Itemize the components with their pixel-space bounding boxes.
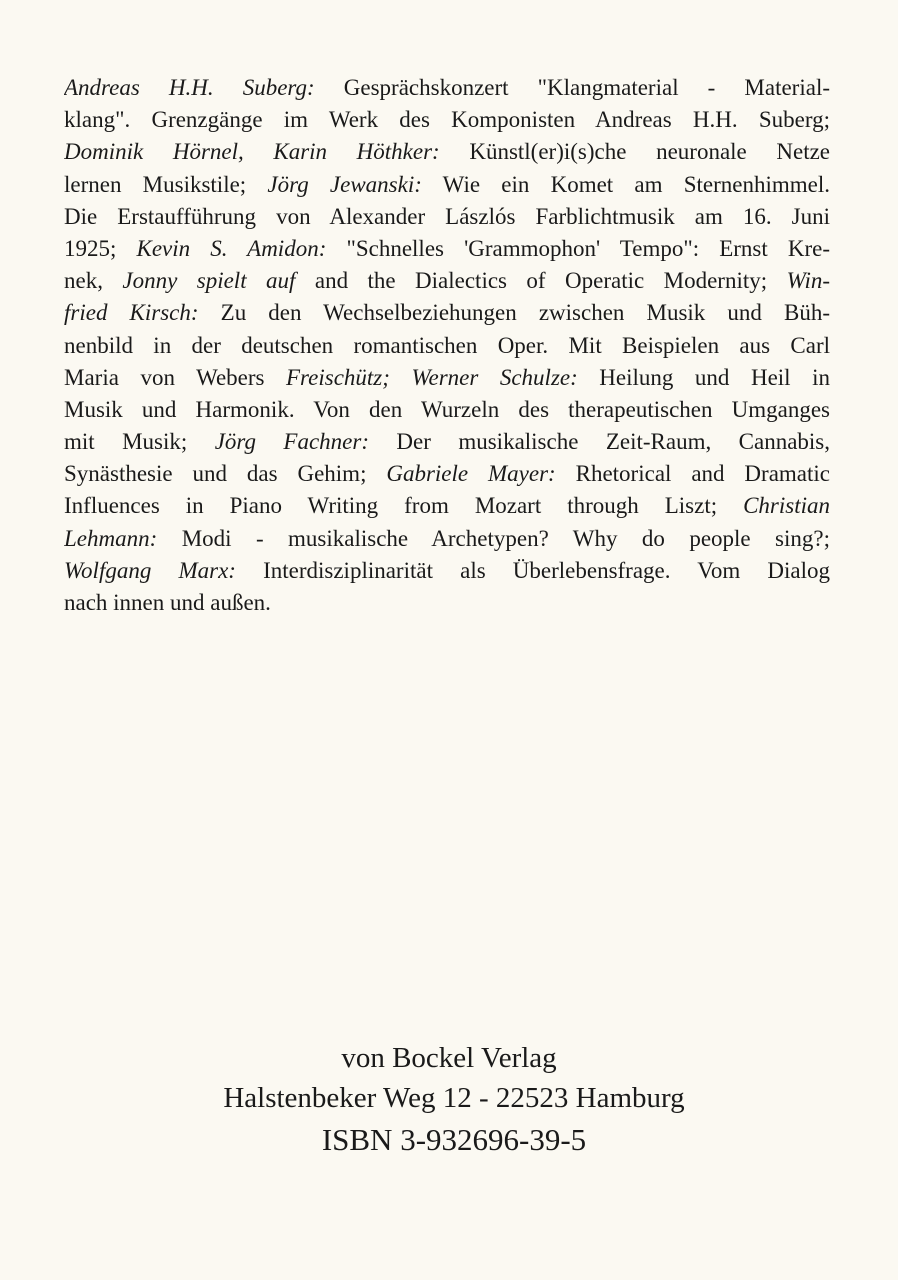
contents-author-or-title: Christian [743, 493, 830, 519]
contents-line [64, 555, 830, 587]
contents-author-or-title: fried Kirsch: [64, 300, 199, 326]
isbn-number: ISBN 3-932696-39-5 [321, 1122, 587, 1157]
contents-line [64, 523, 830, 555]
contents-text: Synästhesie und das Gehim; [64, 461, 387, 487]
contents-line [64, 587, 830, 619]
contents-line [64, 362, 830, 394]
contents-text: lernen Musikstile; [64, 171, 268, 197]
contents-author-or-title: Jonny spielt auf [122, 268, 296, 294]
contents-line [64, 330, 830, 362]
contents-text: Wie ein Komet am Sternenhimmel. [421, 171, 830, 197]
contents-text: Heilung und Heil in [577, 364, 830, 390]
publisher-address: Halstenbeker Weg 12 - 22523 Hamburg [223, 1082, 685, 1114]
contents-text: Der musikalische Zeit-Raum, Cannabis, [369, 429, 830, 455]
contents-text: mit Musik; [64, 429, 215, 455]
contents-author-or-title: Dominik Hörnel, Karin Höthker: [64, 139, 440, 165]
contents-text: Interdisziplinarität als Überlebensfrage. Vom Dialog [235, 557, 830, 583]
publisher-name: von Bockel Verlag [341, 1042, 557, 1074]
contents-author-or-title: Andreas H.H. Suberg: [64, 75, 315, 100]
contents-text: Künstl(er)i(s)che neuronale Netze [439, 139, 830, 165]
contents-text: nek, [64, 268, 123, 294]
contents-line [64, 426, 830, 458]
contents-text: nach innen und außen. [64, 590, 271, 615]
contents-author-or-title: Gabriele Mayer: [386, 461, 556, 487]
contents-line [64, 233, 830, 265]
contents-text: Modi - musikalische Archetypen? Why do people sing?; [157, 525, 830, 551]
contents-line [64, 394, 830, 426]
contents-text: Musik und Harmonik. Von den Wurzeln des therapeutischen Umganges [64, 396, 830, 422]
contents-text: Rhetorical and Dramatic [555, 461, 830, 487]
contents-author-or-title: Wolfgang Marx: [64, 557, 236, 583]
contents-author-or-title: Freischütz; Werner Schulze: [286, 364, 578, 390]
contents-text: "Schnelles 'Grammophon' Tempo": Ernst Kre- [326, 235, 830, 261]
contents-line [64, 297, 830, 329]
contents-text: Maria von Webers [64, 364, 286, 390]
contents-author-or-title: Lehmann: [64, 525, 158, 551]
contents-author-or-title: Kevin S. Amidon: [136, 235, 327, 261]
contents-text: and the Dialectics of Operatic Modernity; [295, 268, 787, 294]
contents-author-or-title: Jörg Jewanski: [267, 171, 422, 197]
contents-text: nenbild in der deutschen romantischen Oper. Mit Beispielen aus Carl [64, 332, 830, 358]
contents-text: Zu den Wechselbeziehungen zwischen Musik und Büh- [198, 300, 830, 326]
contents-line [64, 201, 830, 233]
contents-line [64, 265, 830, 297]
contents-line [64, 104, 830, 136]
contents-text: Influences in Piano Writing from Mozart through Liszt; [64, 493, 744, 519]
contents-list [64, 72, 830, 619]
contents-line [64, 490, 830, 522]
contents-line [64, 169, 830, 201]
contents-line [64, 136, 830, 168]
contents-text: 1925; [64, 235, 137, 261]
contents-text: Die Erstaufführung von Alexander Lászlós Farblichtmusik am 16. Juni [64, 203, 830, 229]
contents-line [64, 458, 830, 490]
contents-author-or-title: Win- [786, 268, 830, 294]
contents-author-or-title: Jörg Fachner: [214, 429, 370, 455]
contents-text: Gesprächskonzert "Klangmaterial - Material- [314, 75, 830, 100]
contents-text: klang". Grenzgänge im Werk des Komponisten Andreas H.H. Suberg; [64, 107, 830, 133]
contents-line [64, 72, 830, 104]
